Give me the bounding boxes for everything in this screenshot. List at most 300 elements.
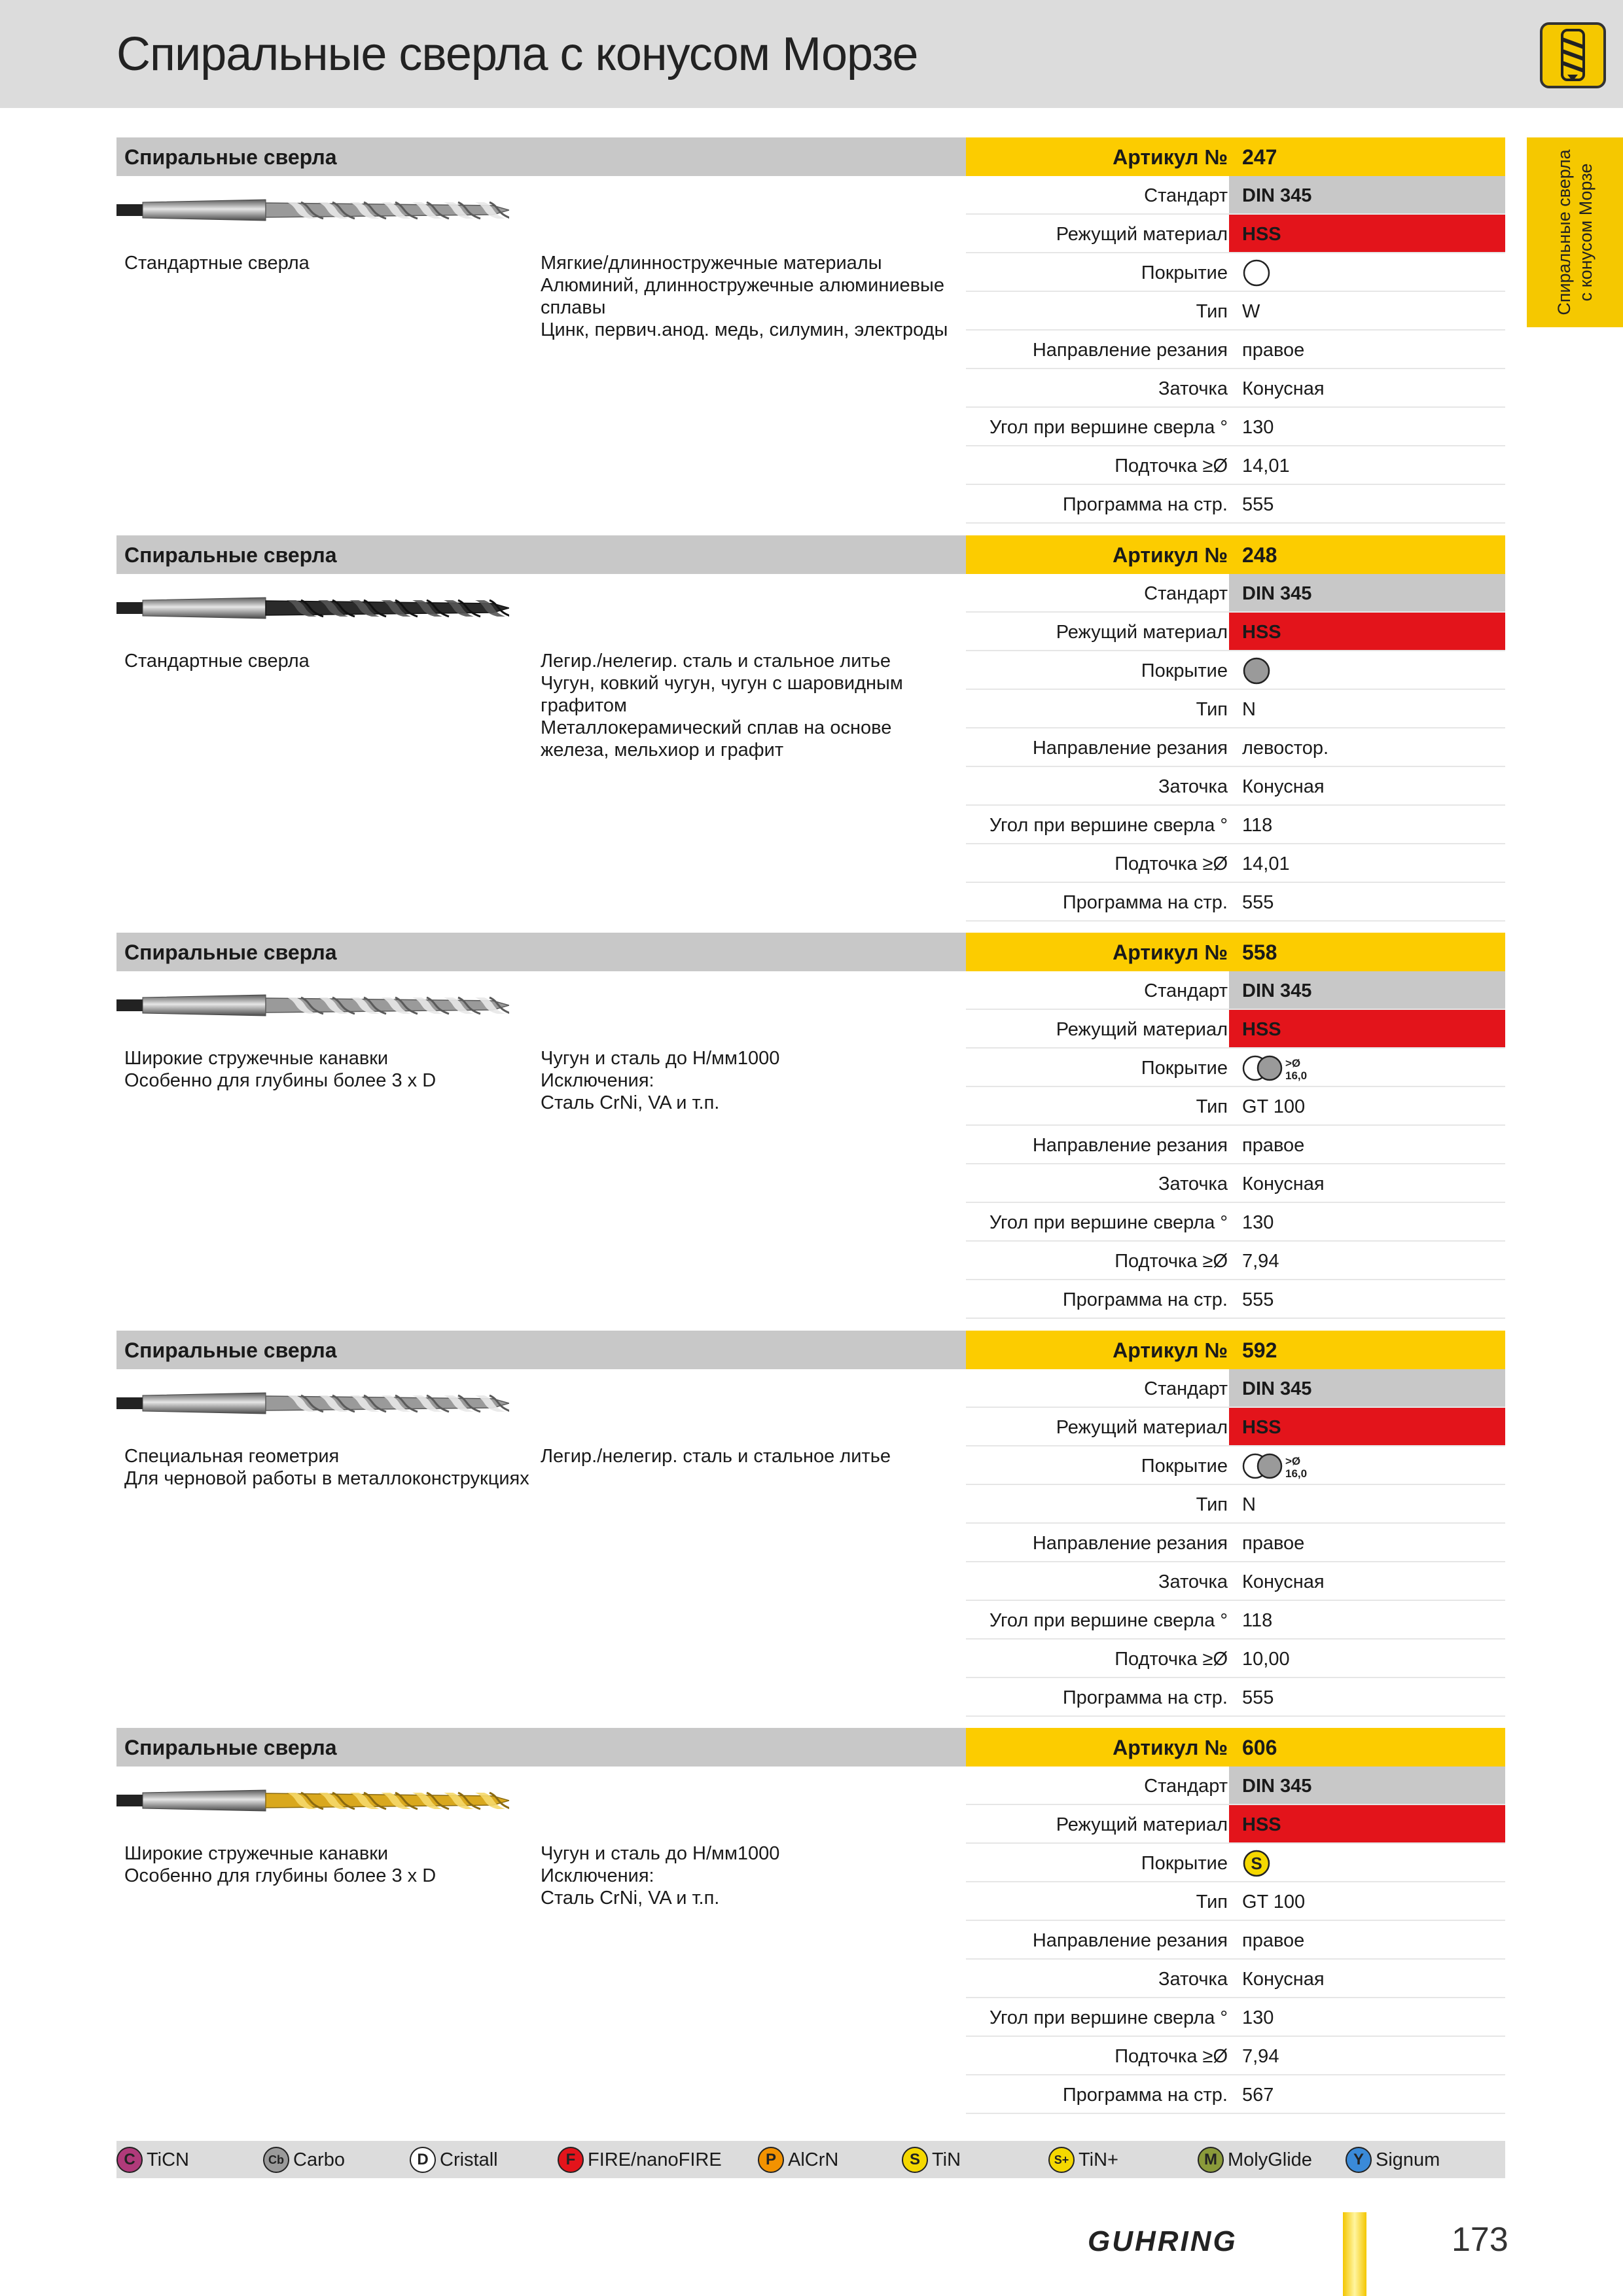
section-header <box>116 933 966 971</box>
article-number[interactable]: 558 <box>1242 941 1277 964</box>
legend-item-signum <box>1346 2146 1440 2174</box>
spec-label: Направление резания <box>1032 1533 1228 1554</box>
article-label: Артикул № <box>1113 1736 1228 1759</box>
spec-label: Заточка <box>1158 378 1228 399</box>
spec-label: Угол при вершине сверла ° <box>989 1610 1228 1631</box>
article-header <box>966 535 1505 574</box>
spec-label: Подточка ≥Ø <box>1115 456 1228 476</box>
coating-icon <box>1242 1452 1321 1480</box>
legend-item-alcrn <box>758 2146 838 2174</box>
product-section-606 <box>116 1728 1505 2121</box>
product-description <box>124 1047 436 1092</box>
material-line: Чугун и сталь до Н/мм1000 <box>541 1048 780 1069</box>
spec-value <box>1229 1601 1505 1638</box>
spec-value <box>1229 844 1505 882</box>
material-line: Металлокерамический сплав на основе <box>541 717 892 738</box>
material-line: Сталь CrNi, VA и т.п. <box>541 1888 720 1909</box>
spec-value-text: GT 100 <box>1242 1892 1306 1912</box>
material-line: Исключения: <box>541 1865 654 1886</box>
spec-row-direction <box>966 331 1505 369</box>
drill-image <box>116 1782 509 1820</box>
drill-image <box>116 1384 509 1422</box>
spec-row-point <box>966 1164 1505 1203</box>
legend-label: Signum <box>1376 2149 1440 2170</box>
spec-value <box>1229 446 1505 484</box>
product-description <box>124 1842 436 1887</box>
spec-value <box>1229 1126 1505 1163</box>
spec-label: Подточка ≥Ø <box>1115 1649 1228 1670</box>
spec-value <box>1229 1485 1505 1522</box>
spec-value-text: Конусная <box>1242 378 1325 399</box>
page-number: 173 <box>1452 2221 1508 2259</box>
spec-label: Угол при вершине сверла ° <box>989 2007 1228 2028</box>
section-title: Спиральные сверла <box>124 145 337 169</box>
coating-size-note-1: >Ø <box>1285 1057 1301 1069</box>
spec-label: Режущий материал <box>1056 1814 1228 1835</box>
spec-value <box>1229 485 1505 522</box>
spec-row-program-page <box>966 883 1505 922</box>
spec-value-text: правое <box>1242 1135 1305 1156</box>
spec-label: Тип <box>1196 301 1228 322</box>
spec-value <box>1229 215 1505 252</box>
section-title: Спиральные сверла <box>124 1338 337 1362</box>
spec-row-type <box>966 1485 1505 1524</box>
spec-value-text: HSS <box>1242 224 1281 245</box>
spec-value <box>1229 1640 1505 1677</box>
spec-row-coating <box>966 1446 1505 1485</box>
spec-value-text: Конусная <box>1242 776 1325 797</box>
spec-label: Угол при вершине сверла ° <box>989 815 1228 836</box>
spec-label: Покрытие <box>1141 1456 1228 1477</box>
legend-label: Carbo <box>293 2149 345 2170</box>
description-line: Широкие стружечные канавки <box>124 1843 389 1864</box>
spec-row-type <box>966 1882 1505 1921</box>
section-title: Спиральные сверла <box>124 1736 337 1759</box>
spec-row-point <box>966 369 1505 408</box>
description-line: Стандартные сверла <box>124 253 310 274</box>
spec-row-type <box>966 690 1505 728</box>
spec-value-text: 10,00 <box>1242 1649 1290 1670</box>
spec-value <box>1229 1524 1505 1561</box>
spec-row-program-page <box>966 2075 1505 2114</box>
spec-label: Программа на стр. <box>1062 892 1228 913</box>
spec-value <box>1229 1678 1505 1715</box>
drill-image <box>116 986 509 1024</box>
spec-label: Угол при вершине сверла ° <box>989 417 1228 438</box>
spec-label: Направление резания <box>1032 738 1228 759</box>
legend-item-tin- <box>1048 2146 1118 2174</box>
spec-value-text: N <box>1242 699 1256 720</box>
spec-value-text: DIN 345 <box>1242 1378 1312 1399</box>
section-header <box>116 1728 966 1767</box>
spec-label: Подточка ≥Ø <box>1115 2046 1228 2067</box>
coating-badge-icon: F <box>558 2147 584 2173</box>
spec-value-text: 555 <box>1242 1289 1274 1310</box>
coating-badge-icon: Cb <box>263 2147 289 2173</box>
spec-value-text: DIN 345 <box>1242 980 1312 1001</box>
legend-item-carbo <box>263 2146 345 2174</box>
footer-accent-stripe <box>1343 2212 1366 2296</box>
spec-row-standard <box>966 971 1505 1010</box>
spec-value <box>1229 292 1505 329</box>
material-line: Чугун и сталь до Н/мм1000 <box>541 1843 780 1864</box>
morse-taper-shank <box>143 1393 266 1414</box>
spec-label: Тип <box>1196 1494 1228 1515</box>
spec-value <box>1229 1960 1505 1997</box>
coating-size-note-2: 16,0 <box>1285 1069 1308 1082</box>
coating-badge-icon: S+ <box>1048 2147 1075 2173</box>
side-tab-line-1: Спиральные сверла <box>1554 149 1574 315</box>
section-header <box>116 1331 966 1369</box>
spec-value <box>1229 331 1505 368</box>
material-application <box>541 1047 779 1114</box>
legend-item-molyglide <box>1198 2146 1312 2174</box>
spec-value <box>1229 1010 1505 1047</box>
drill-bit-icon <box>1540 22 1606 88</box>
spec-value <box>1229 1203 1505 1240</box>
spec-value <box>1229 690 1505 727</box>
side-tab-line-2: с конусом Морзе <box>1575 163 1596 302</box>
spec-row-thinning <box>966 1242 1505 1280</box>
material-application <box>541 650 903 761</box>
spec-value <box>1229 1408 1505 1445</box>
spec-value-text: 118 <box>1242 1610 1273 1631</box>
section-header <box>116 535 966 574</box>
spec-label: Программа на стр. <box>1062 1289 1228 1310</box>
drill-tang <box>116 602 144 614</box>
spec-value <box>1229 1446 1505 1484</box>
spec-row-coating <box>966 651 1505 690</box>
drill-tang <box>116 999 144 1011</box>
description-line: Специальная геометрия <box>124 1446 340 1467</box>
spec-row-cutting-material <box>966 613 1505 651</box>
spec-value <box>1229 369 1505 406</box>
brand-logo: GUHRING <box>1088 2225 1238 2257</box>
spec-value <box>1229 408 1505 445</box>
coating-badge-icon: Y <box>1346 2147 1372 2173</box>
spec-value <box>1229 651 1505 689</box>
spec-value-text: Конусная <box>1242 1571 1325 1592</box>
coating-letter: S <box>1251 1854 1262 1873</box>
spec-value <box>1229 1562 1505 1600</box>
spec-value-text: DIN 345 <box>1242 1776 1312 1797</box>
spec-value-text: 555 <box>1242 494 1274 515</box>
spec-label: Подточка ≥Ø <box>1115 1251 1228 1272</box>
spec-row-thinning <box>966 2037 1505 2075</box>
legend-label: MolyGlide <box>1228 2149 1312 2170</box>
coating-size-note-2: 16,0 <box>1285 1467 1308 1480</box>
coating-size-note-1: >Ø <box>1285 1455 1301 1467</box>
spec-value <box>1229 1369 1505 1407</box>
spec-value <box>1229 1805 1505 1842</box>
spec-row-point <box>966 767 1505 806</box>
spec-value-text: Конусная <box>1242 1174 1325 1194</box>
legend-item-tin <box>902 2146 961 2174</box>
page-title: Спиральные сверла с конусом Морзе <box>116 28 918 81</box>
material-line: Чугун, ковкий чугун, чугун с шаровидным <box>541 673 903 694</box>
spec-row-direction <box>966 728 1505 767</box>
legend-label: Cristall <box>440 2149 498 2170</box>
spec-row-coating <box>966 1844 1505 1882</box>
material-line: сплавы <box>541 297 606 318</box>
spec-label: Покрытие <box>1141 1058 1228 1079</box>
coating-badge-icon: S <box>902 2147 928 2173</box>
spec-row-standard <box>966 1369 1505 1408</box>
coating-icon <box>1242 1849 1321 1878</box>
spec-value-text: 130 <box>1242 2007 1274 2028</box>
spec-label: Направление резания <box>1032 1135 1228 1156</box>
spec-row-cutting-material <box>966 1408 1505 1446</box>
spec-value-text: W <box>1242 301 1260 322</box>
spec-row-coating <box>966 1049 1505 1087</box>
coating-icon <box>1242 1054 1321 1083</box>
spec-value <box>1229 728 1505 766</box>
spec-value-text: GT 100 <box>1242 1096 1306 1117</box>
spec-value-text: HSS <box>1242 1019 1281 1040</box>
spec-value <box>1229 1164 1505 1202</box>
spec-value-text: N <box>1242 1494 1256 1515</box>
spec-row-type <box>966 292 1505 331</box>
spec-value <box>1229 613 1505 650</box>
spec-value-text: правое <box>1242 1930 1305 1951</box>
legend-label: TiN+ <box>1079 2149 1118 2170</box>
product-description <box>124 1445 529 1490</box>
morse-taper-shank <box>143 995 266 1016</box>
article-label: Артикул № <box>1113 543 1228 567</box>
product-section-247 <box>116 137 1505 530</box>
spec-row-program-page <box>966 1280 1505 1319</box>
page-header <box>0 0 1623 108</box>
spec-label: Программа на стр. <box>1062 494 1228 515</box>
spec-row-direction <box>966 1524 1505 1562</box>
coating-badge-icon: D <box>410 2147 436 2173</box>
spec-value <box>1229 883 1505 920</box>
spec-value-text: 130 <box>1242 417 1274 438</box>
section-header <box>116 137 966 176</box>
article-label: Артикул № <box>1113 1338 1228 1362</box>
article-label: Артикул № <box>1113 145 1228 169</box>
spec-row-point <box>966 1960 1505 1998</box>
spec-row-angle <box>966 1601 1505 1640</box>
article-number[interactable]: 592 <box>1242 1338 1277 1362</box>
spec-value-text: 555 <box>1242 892 1274 913</box>
coating-badge-icon: P <box>758 2147 784 2173</box>
description-line: Особенно для глубины более 3 x D <box>124 1865 437 1886</box>
material-application <box>541 1445 891 1467</box>
section-title: Спиральные сверла <box>124 543 337 567</box>
steam-tempered-icon <box>1244 658 1269 683</box>
spec-value-text: 567 <box>1242 2085 1274 2106</box>
product-description <box>124 650 310 672</box>
spec-label: Угол при вершине сверла ° <box>989 1212 1228 1233</box>
spec-row-type <box>966 1087 1505 1126</box>
legend-item-cristall <box>410 2146 498 2174</box>
spec-value-text: 14,01 <box>1242 456 1290 476</box>
spec-label: Заточка <box>1158 1571 1228 1592</box>
material-line: Цинк, первич.анод. медь, силумин, электроды <box>541 319 948 340</box>
spec-label: Покрытие <box>1141 660 1228 681</box>
spec-value <box>1229 2075 1505 2113</box>
spec-row-angle <box>966 1998 1505 2037</box>
spec-value <box>1229 1242 1505 1279</box>
spec-row-thinning <box>966 446 1505 485</box>
article-number[interactable]: 606 <box>1242 1736 1277 1759</box>
legend-label: TiN <box>932 2149 961 2170</box>
drill-image <box>116 589 509 627</box>
spec-value <box>1229 2037 1505 2074</box>
spec-value-text: правое <box>1242 340 1305 361</box>
spec-label: Тип <box>1196 1096 1228 1117</box>
spec-label: Подточка ≥Ø <box>1115 853 1228 874</box>
spec-label: Программа на стр. <box>1062 1687 1228 1708</box>
legend-label: AlCrN <box>788 2149 839 2170</box>
material-line: Исключения: <box>541 1070 654 1091</box>
coating-icon <box>1242 259 1321 287</box>
coating-legend <box>116 2141 1505 2178</box>
product-section-558 <box>116 933 1505 1325</box>
spec-row-program-page <box>966 485 1505 524</box>
spec-label: Программа на стр. <box>1062 2085 1228 2106</box>
spec-value-text: 118 <box>1242 815 1273 836</box>
legend-item-fire-nanofire <box>558 2146 722 2174</box>
spec-value <box>1229 1280 1505 1318</box>
spec-label: Тип <box>1196 699 1228 720</box>
spec-value <box>1229 1844 1505 1881</box>
spec-row-coating <box>966 253 1505 292</box>
spec-value <box>1229 1049 1505 1086</box>
coating-badge-icon: C <box>116 2147 143 2173</box>
spec-label: Направление резания <box>1032 1930 1228 1951</box>
spec-label: Покрытие <box>1141 1853 1228 1874</box>
uncoated-icon <box>1244 260 1269 285</box>
material-line: Сталь CrNi, VA и т.п. <box>541 1092 720 1113</box>
spec-label: Направление резания <box>1032 340 1228 361</box>
article-header <box>966 1331 1505 1369</box>
steam-tempered-icon <box>1258 1056 1281 1080</box>
spec-value-text: 555 <box>1242 1687 1274 1708</box>
spec-row-angle <box>966 1203 1505 1242</box>
spec-label: Стандарт <box>1144 980 1228 1001</box>
coating-icon <box>1242 656 1321 685</box>
spec-value <box>1229 574 1505 611</box>
drill-tang <box>116 204 144 216</box>
spec-label: Режущий материал <box>1056 1019 1228 1040</box>
spec-value-text: 7,94 <box>1242 1251 1279 1272</box>
product-section-248 <box>116 535 1505 928</box>
spec-row-angle <box>966 806 1505 844</box>
spec-label: Стандарт <box>1144 185 1228 206</box>
spec-label: Режущий материал <box>1056 224 1228 245</box>
material-line: Мягкие/длинностружечные материалы <box>541 253 882 274</box>
product-section-592 <box>116 1331 1505 1723</box>
section-title: Спиральные сверла <box>124 941 337 964</box>
description-line: Широкие стружечные канавки <box>124 1048 389 1069</box>
spec-label: Режущий материал <box>1056 1417 1228 1438</box>
spec-row-direction <box>966 1126 1505 1164</box>
spec-value-text: HSS <box>1242 1814 1281 1835</box>
spec-row-point <box>966 1562 1505 1601</box>
spec-value <box>1229 767 1505 804</box>
spec-value-text: правое <box>1242 1533 1305 1554</box>
spec-value-text: HSS <box>1242 1417 1281 1438</box>
legend-label: TiCN <box>147 2149 189 2170</box>
article-label: Артикул № <box>1113 941 1228 964</box>
chapter-side-tab[interactable] <box>1527 137 1623 327</box>
spec-row-cutting-material <box>966 215 1505 253</box>
spec-value-text: 7,94 <box>1242 2046 1279 2067</box>
drill-tang <box>116 1795 144 1806</box>
description-line: Особенно для глубины более 3 x D <box>124 1070 437 1091</box>
spec-row-angle <box>966 408 1505 446</box>
spec-row-program-page <box>966 1678 1505 1717</box>
description-line: Стандартные сверла <box>124 651 310 672</box>
material-line: графитом <box>541 695 627 716</box>
article-header <box>966 933 1505 971</box>
spec-value-text: 130 <box>1242 1212 1274 1233</box>
description-line: Для черновой работы в металлоконструкциях <box>124 1468 529 1489</box>
spec-row-cutting-material <box>966 1010 1505 1049</box>
material-line: железа, мельхиор и графит <box>541 740 784 761</box>
material-application <box>541 1842 779 1909</box>
spec-value-text: 14,01 <box>1242 853 1290 874</box>
article-number[interactable]: 248 <box>1242 543 1277 567</box>
spec-value-text: HSS <box>1242 622 1281 643</box>
morse-taper-shank <box>143 1790 266 1811</box>
coating-badge-icon: M <box>1198 2147 1224 2173</box>
spec-row-direction <box>966 1921 1505 1960</box>
spec-row-thinning <box>966 1640 1505 1678</box>
material-line: Алюминий, длинностружечные алюминиевые <box>541 275 945 296</box>
article-number[interactable]: 247 <box>1242 145 1277 169</box>
spec-row-cutting-material <box>966 1805 1505 1844</box>
spec-value <box>1229 1767 1505 1804</box>
article-header <box>966 137 1505 176</box>
spec-value <box>1229 1998 1505 2036</box>
spec-row-thinning <box>966 844 1505 883</box>
spec-label: Заточка <box>1158 1174 1228 1194</box>
spec-row-standard <box>966 574 1505 613</box>
legend-item-ticn <box>116 2146 189 2174</box>
spec-value-text: левостор. <box>1242 738 1329 759</box>
drill-image <box>116 191 509 229</box>
spec-label: Покрытие <box>1141 262 1228 283</box>
morse-taper-shank <box>143 200 266 221</box>
spec-value-text: DIN 345 <box>1242 583 1312 604</box>
spec-label: Стандарт <box>1144 1378 1228 1399</box>
article-header <box>966 1728 1505 1767</box>
spec-row-standard <box>966 1767 1505 1805</box>
spec-value <box>1229 1882 1505 1920</box>
spec-value-text: Конусная <box>1242 1969 1325 1990</box>
material-line: Легир./нелегир. сталь и стальное литье <box>541 1446 891 1467</box>
legend-label: FIRE/nanoFIRE <box>588 2149 722 2170</box>
morse-taper-shank <box>143 598 266 619</box>
spec-value <box>1229 176 1505 213</box>
material-line: Легир./нелегир. сталь и стальное литье <box>541 651 891 672</box>
spec-label: Стандарт <box>1144 1776 1228 1797</box>
spec-label: Заточка <box>1158 1969 1228 1990</box>
spec-value <box>1229 253 1505 291</box>
drill-tang <box>116 1397 144 1409</box>
spec-label: Режущий материал <box>1056 622 1228 643</box>
spec-value <box>1229 971 1505 1009</box>
product-description <box>124 252 310 274</box>
material-application <box>541 252 948 341</box>
spec-value-text: DIN 345 <box>1242 185 1312 206</box>
spec-label: Тип <box>1196 1892 1228 1912</box>
spec-value <box>1229 1921 1505 1958</box>
spec-value <box>1229 1087 1505 1124</box>
